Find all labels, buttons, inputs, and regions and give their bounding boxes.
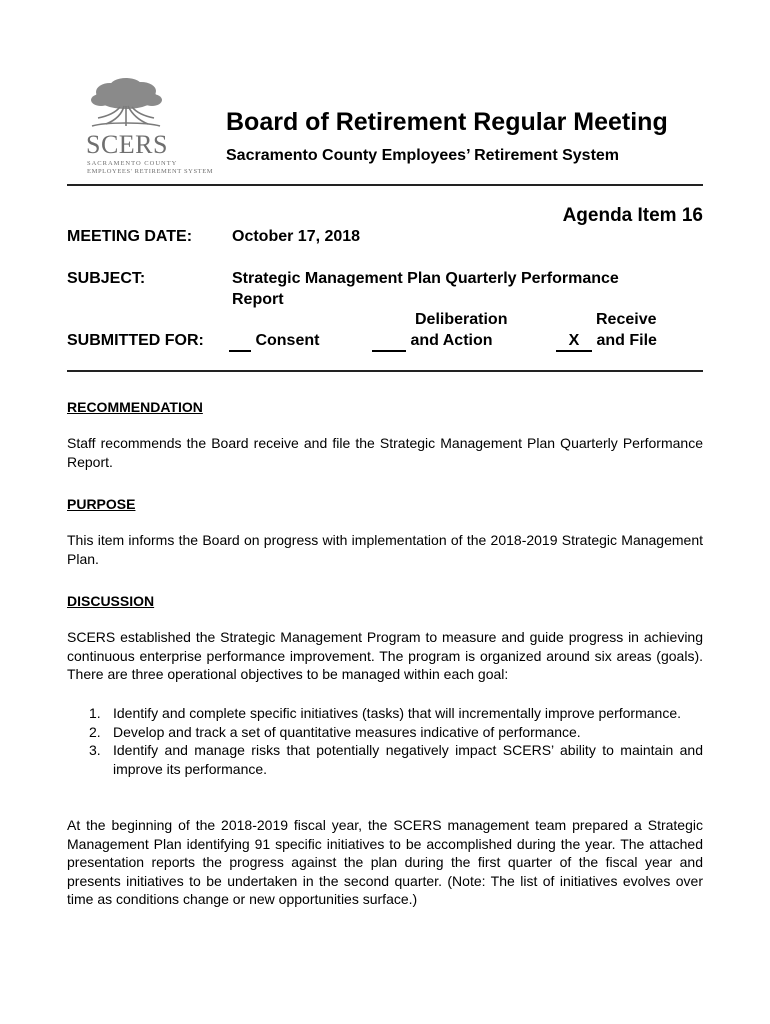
page-subtitle: Sacramento County Employees’ Retirement System (226, 147, 620, 164)
list-item (67, 723, 703, 742)
purpose-text: This item informs the Board on progress with implementation of the 2018-2019 Strategic Management Plan. (67, 532, 703, 567)
meeting-date-value: October 17, 2018 (232, 228, 361, 245)
discussion-closing: At the beginning of the 2018-2019 fiscal year, the SCERS management team prepared a Strategic Management Plan identifying 91 specific initiatives to be accomplished during the year. The attached presentation reports the progress against the plan during the first quarter of the fiscal year and presents initiatives to be undertaken in the second quarter. (Note: The list of initiatives evolves over time as conditions change or new opportunities surface.) (67, 817, 703, 908)
list-item-text: Identify and complete specific initiatives (tasks) that will incrementally improve performance. (113, 705, 682, 721)
list-item (67, 704, 703, 723)
submitted-for-label: SUBMITTED FOR: (67, 332, 204, 349)
objectives-list (67, 704, 703, 778)
logo-name: SCERS (86, 130, 168, 159)
deliberation-option (372, 332, 493, 352)
list-item-number: 3. (89, 742, 101, 759)
list-item (67, 741, 703, 778)
consent-blank (229, 332, 251, 352)
subject-line-2: Report (232, 291, 284, 308)
deliberation-label-bottom: and Action (410, 332, 493, 349)
consent-label: Consent (255, 332, 320, 349)
list-item-number: 2. (89, 723, 101, 740)
logo-subtitle-line2: EMPLOYEES' RETIREMENT SYSTEM (87, 168, 214, 175)
list-item-text: Develop and track a set of quantitative measures indicative of performance. (113, 723, 581, 740)
section-divider (67, 370, 703, 372)
discussion-heading: DISCUSSION (67, 593, 155, 609)
meeting-date-label: MEETING DATE: (67, 228, 193, 245)
receive-label-top: Receive (596, 311, 657, 328)
deliberation-label-top: Deliberation (415, 311, 508, 328)
header-divider (67, 184, 703, 186)
receive-label-bottom: and File (596, 332, 657, 349)
deliberation-blank (372, 332, 406, 352)
subject-label: SUBJECT: (67, 270, 146, 287)
consent-option (229, 332, 319, 352)
recommendation-text: Staff recommends the Board receive and file the Strategic Management Plan Quarterly Performance Report. (67, 435, 703, 470)
discussion-intro: SCERS established the Strategic Management Program to measure and guide progress in achieving continuous enterprise performance improvement. The program is organized around six areas (goals). There are three operational objectives to be managed within each goal: (67, 629, 703, 683)
recommendation-heading: RECOMMENDATION (67, 399, 203, 415)
list-item-text: Identify and manage risks that potentially negatively impact SCERS’ ability to maintain and improve its performance. (113, 742, 703, 777)
receive-option (556, 332, 657, 352)
list-item-number: 1. (89, 705, 101, 721)
scers-logo (80, 78, 214, 176)
purpose-heading: PURPOSE (67, 496, 136, 512)
tree-icon (86, 78, 166, 130)
logo-subtitle-line1: SACRAMENTO COUNTY (87, 160, 178, 167)
agenda-item: Agenda Item 16 (562, 205, 703, 226)
receive-mark: X (556, 332, 592, 352)
subject-line-1: Strategic Management Plan Quarterly Performance (232, 270, 619, 287)
page-title: Board of Retirement Regular Meeting (226, 108, 668, 136)
